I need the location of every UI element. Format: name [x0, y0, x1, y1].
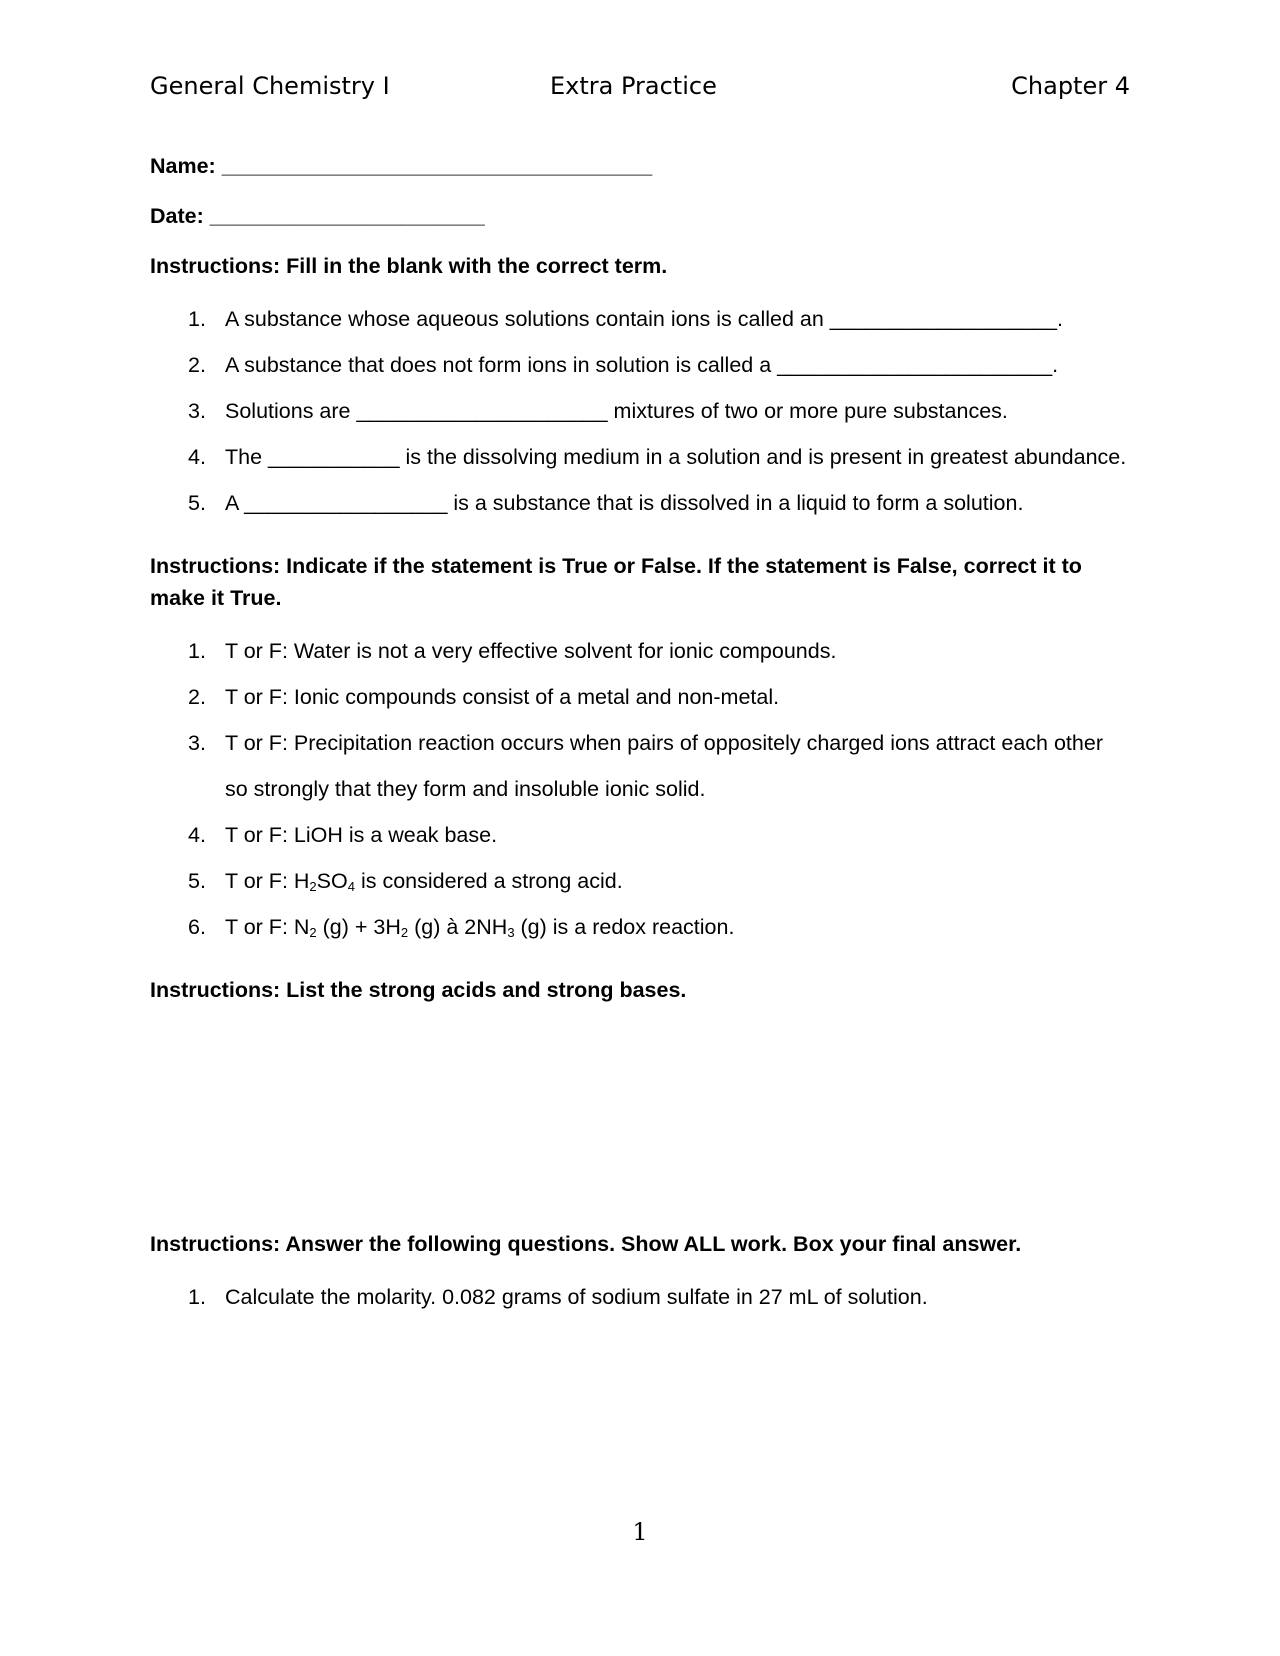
item-text: T or F: $H_2SO_4$ is considered a strong acid.: [225, 869, 623, 894]
item-number: 5.: [188, 869, 206, 893]
page-header: [150, 72, 1130, 112]
item-number: 3.: [188, 399, 206, 423]
item-number: 1.: [188, 1285, 206, 1309]
list-item: [150, 628, 1130, 674]
list-item: [150, 388, 1130, 434]
header-chapter: Chapter 4: [1011, 72, 1130, 100]
item-text: T or F: LiOH is a weak base.: [225, 823, 498, 847]
item-number: 1.: [188, 639, 206, 663]
item-number: 6.: [188, 915, 206, 939]
fill-in-instructions: Instructions: Fill in the blank with the correct term.: [150, 254, 668, 278]
calculation-list: [150, 1274, 1130, 1320]
name-field: Name: ____________________________________: [150, 154, 653, 178]
item-number: 4.: [188, 445, 206, 469]
item-text: T or F: $N_2$ $(g) + 3H_2$ (g) à $2NH_3$ (g) is a redox reaction.: [225, 915, 735, 940]
item-text: The ___________ is the dissolving medium in a solution and is present in greatest abundance.: [225, 445, 1127, 469]
true-false-list: [150, 628, 1130, 950]
item-number: 4.: [188, 823, 206, 847]
item-text: T or F: Water is not a very effective solvent for ionic compounds.: [225, 639, 837, 663]
date-field: Date: _______________________: [150, 204, 485, 228]
item-number: 2.: [188, 353, 206, 377]
list-item: [150, 674, 1130, 720]
page-number: 1: [632, 1518, 648, 1546]
item-number: 1.: [188, 307, 206, 331]
document-body: [150, 150, 1130, 1334]
item-text: A substance whose aqueous solutions contain ions is called an ___________________.: [225, 307, 1063, 331]
list-item: [150, 342, 1130, 388]
list-item: [150, 296, 1130, 342]
list-item: [150, 434, 1130, 480]
header-title: Extra Practice: [550, 72, 717, 100]
calculation-instructions: Instructions: Answer the following questions. Show ALL work. Box your final answer.: [150, 1232, 1022, 1256]
list-item: [150, 1274, 1130, 1320]
answer-space: [150, 1020, 1130, 1228]
fill-in-list: [150, 296, 1130, 526]
item-text: Solutions are _____________________ mixtures of two or more pure substances.: [225, 399, 1008, 423]
list-item: [150, 480, 1130, 526]
list-item: [150, 904, 1130, 950]
item-number: 5.: [188, 491, 206, 515]
list-item: [150, 720, 1130, 812]
item-text: T or F: Ionic compounds consist of a metal and non-metal.: [225, 685, 780, 709]
item-number: 2.: [188, 685, 206, 709]
true-false-instructions: Instructions: Indicate if the statement is True or False. If the statement is False, correct it to make it True.: [150, 554, 1082, 610]
item-text: Calculate the molarity. 0.082 grams of sodium sulfate in 27 mL of solution.: [225, 1285, 928, 1309]
item-text: A substance that does not form ions in solution is called a _______________________.: [225, 353, 1059, 377]
header-course: General Chemistry I: [150, 72, 390, 100]
item-text: A _________________ is a substance that is dissolved in a liquid to form a solution.: [225, 491, 1024, 515]
item-text: T or F: Precipitation reaction occurs when pairs of oppositely charged ions attract each other so strongly that they form and insoluble ionic solid.: [225, 731, 1103, 801]
strong-acids-bases-instructions: Instructions: List the strong acids and strong bases.: [150, 978, 687, 1002]
list-item: [150, 858, 1130, 904]
list-item: [150, 812, 1130, 858]
item-number: 3.: [188, 731, 206, 755]
